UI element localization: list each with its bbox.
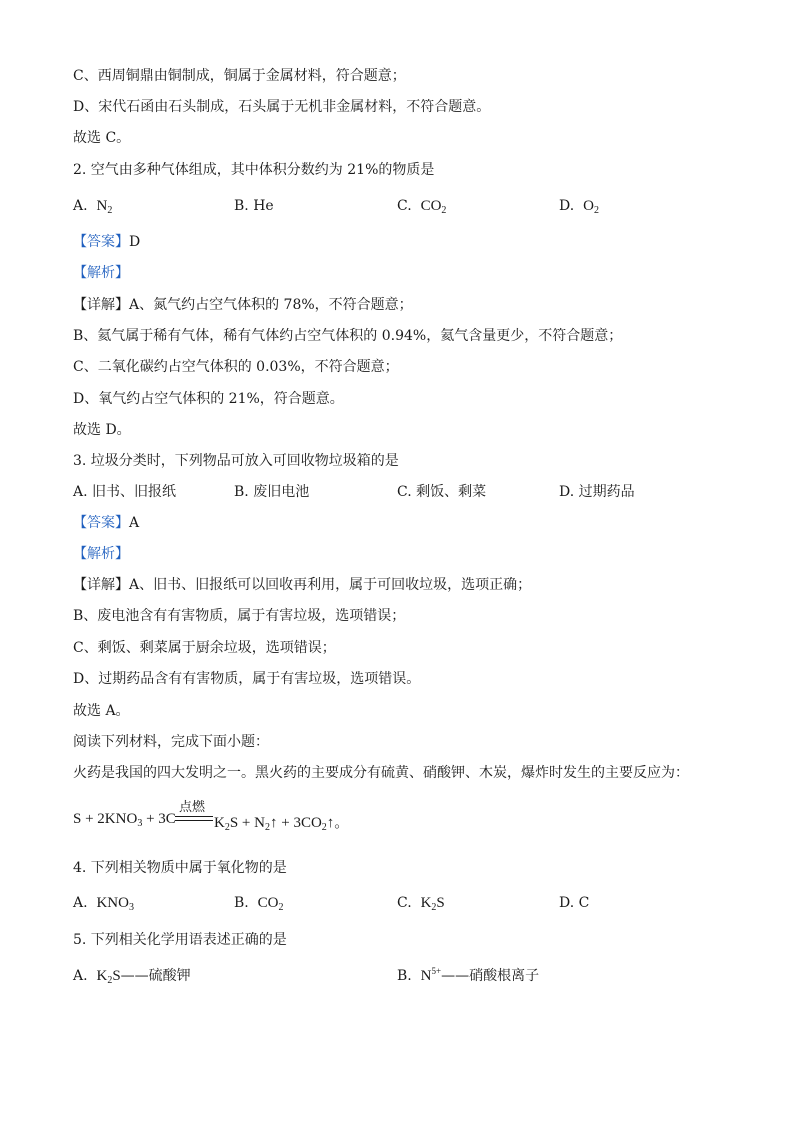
q3-option-b: B. 废旧电池 bbox=[234, 484, 310, 500]
q3-detail-a: 【详解】A、旧书、旧报纸可以回收再利用，属于可回收垃圾，选项正确； bbox=[73, 577, 532, 593]
q5-option-b: B. $N^{5+}——$硝酸根离子 bbox=[397, 966, 540, 984]
q2-option-d: D. $O_2$ bbox=[559, 198, 599, 216]
analysis-tag: 【解析】 bbox=[73, 265, 129, 281]
q5-stem: 5. 下列相关化学用语表述正确的是 bbox=[73, 932, 287, 948]
q3-option-c: C. 剩饭、剩菜 bbox=[397, 484, 487, 500]
q2-conclusion: 故选 D。 bbox=[73, 422, 131, 438]
q2-detail-d: D、氧气约占空气体积的 21%，符合题意。 bbox=[73, 391, 344, 407]
material-intro: 阅读下列材料，完成下面小题： bbox=[73, 734, 269, 750]
q1-option-c-explanation: C、西周铜鼎由铜制成，铜属于金属材料，符合题意； bbox=[73, 68, 406, 84]
analysis-tag: 【解析】 bbox=[73, 546, 129, 562]
q3-stem: 3. 垃圾分类时，下列物品可放入可回收物垃圾箱的是 bbox=[73, 453, 399, 469]
q2-option-a: A. $N_2$ bbox=[73, 198, 113, 216]
q2-detail-a: 【详解】A、氮气约占空气体积的 78%，不符合题意； bbox=[73, 297, 413, 313]
q2-option-c: C. $CO_2$ bbox=[397, 198, 447, 216]
q3-analysis-header bbox=[73, 545, 129, 563]
q3-detail-b: B、废电池含有有害物质，属于有害垃圾，选项错误； bbox=[73, 608, 406, 624]
q2-analysis-header bbox=[73, 264, 129, 282]
q1-conclusion: 故选 C。 bbox=[73, 130, 131, 146]
q5-option-a: A. $K_2S——$硫酸钾 bbox=[73, 968, 191, 986]
q4-option-d: D. C bbox=[559, 895, 590, 911]
q3-answer bbox=[73, 514, 139, 532]
q3-conclusion: 故选 A。 bbox=[73, 703, 130, 719]
q2-detail-b: B、氦气属于稀有气体，稀有气体约占空气体积的 0.94%，氦气含量更少，不符合题意； bbox=[73, 328, 623, 344]
equation-products: $K_2S$ + $N_2↑$ + $3CO_2↑$。 bbox=[214, 815, 350, 833]
q3-option-a: A. 旧书、旧报纸 bbox=[73, 484, 177, 500]
equation-reactants: $S + 2KNO_3 + 3C$ bbox=[73, 811, 176, 829]
answer-value: D bbox=[129, 234, 141, 250]
q2-answer bbox=[73, 233, 140, 251]
q2-option-b: B. He bbox=[234, 198, 274, 214]
q1-option-d-explanation: D、宋代石函由石头制成，石头属于无机非金属材料，不符合题意。 bbox=[73, 99, 491, 115]
q3-detail-d: D、过期药品含有有害物质，属于有害垃圾，选项错误。 bbox=[73, 671, 421, 687]
detail-tag: 【详解】 bbox=[73, 577, 129, 593]
q4-stem: 4. 下列相关物质中属于氧化物的是 bbox=[73, 860, 287, 876]
q3-option-d: D. 过期药品 bbox=[559, 484, 635, 500]
q4-option-c: C. $K_2S$ bbox=[397, 895, 445, 913]
answer-value: A bbox=[129, 515, 140, 531]
q4-option-a: A. $KNO_3$ bbox=[73, 895, 134, 913]
q2-stem: 2. 空气由多种气体组成，其中体积分数约为 21%的物质是 bbox=[73, 162, 435, 178]
detail-tag: 【详解】 bbox=[73, 297, 129, 313]
q3-detail-c: C、剩饭、剩菜属于厨余垃圾，选项错误； bbox=[73, 640, 336, 656]
material-text: 火药是我国的四大发明之一。黑火药的主要成分有硫黄、硝酸钾、木炭，爆炸时发生的主要反应为： bbox=[73, 765, 689, 781]
q2-detail-c: C、二氧化碳约占空气体积的 0.03%，不符合题意； bbox=[73, 359, 399, 375]
answer-tag: 【答案】 bbox=[73, 234, 129, 250]
equation-condition: 点燃 bbox=[179, 800, 206, 815]
equation-double-line bbox=[175, 816, 213, 821]
q4-option-b: B. $CO_2$ bbox=[234, 895, 284, 913]
answer-tag: 【答案】 bbox=[73, 515, 129, 531]
